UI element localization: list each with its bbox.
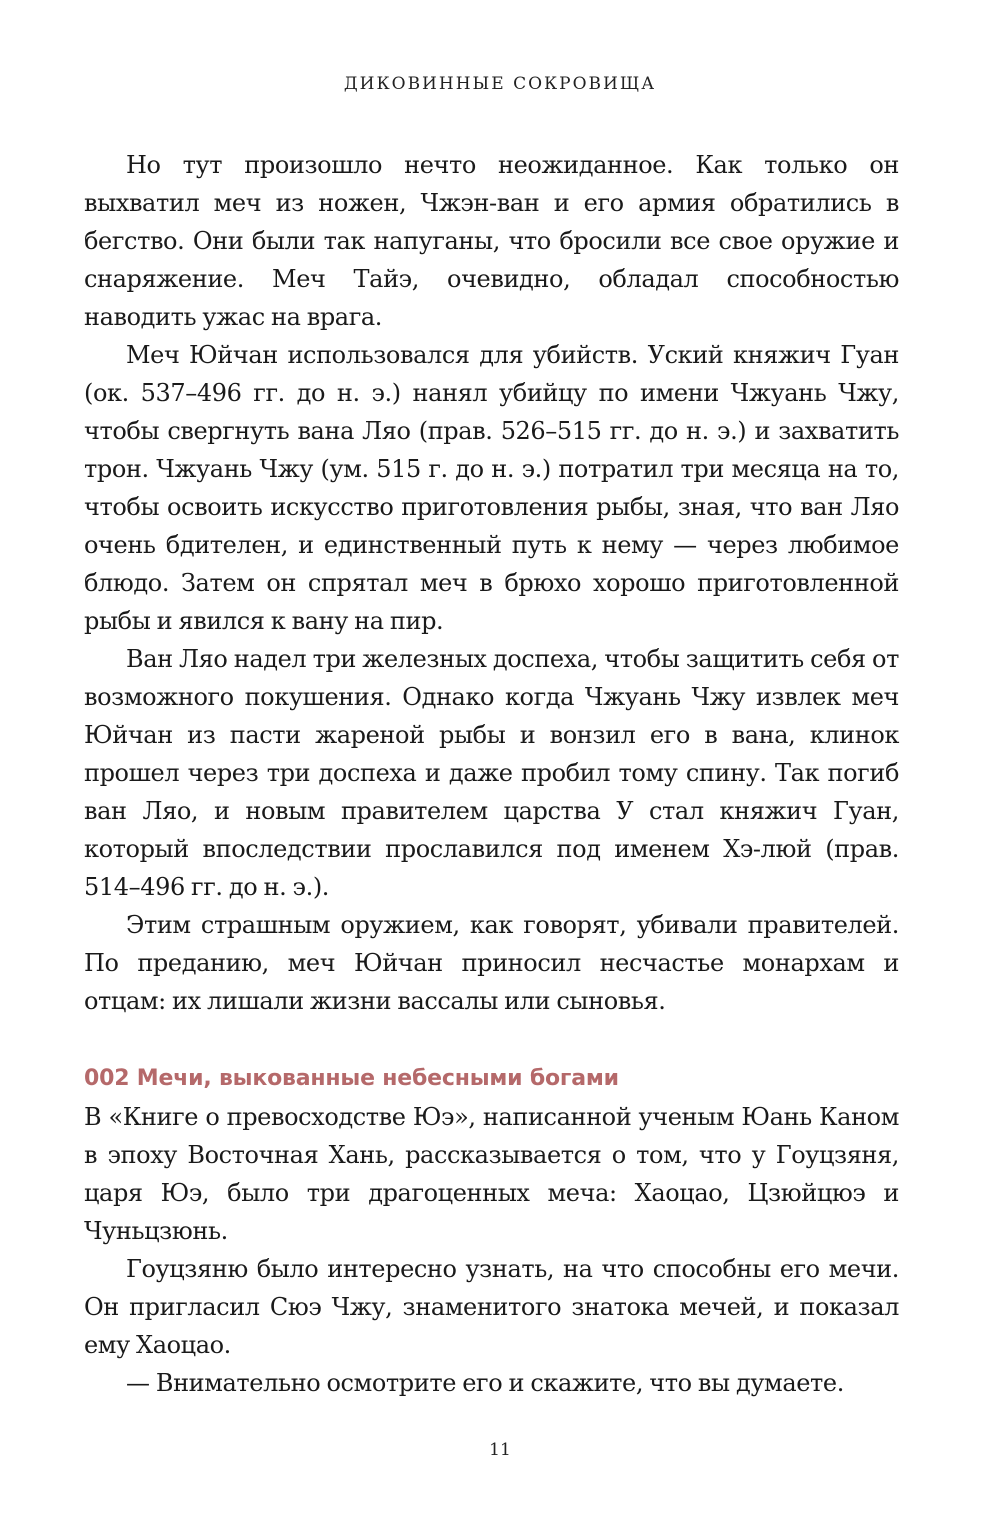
body-text [84, 146, 899, 1402]
running-head: ДИКОВИННЫЕ СОКРОВИЩА [343, 74, 657, 94]
paragraph: Этим страшным оружием, как говорят, убивали правителей. По преданию, меч Юйчан приносил несчастье монархам и отцам: их лишали жизни вассалы или сыновья. [84, 911, 899, 1015]
page-number: 11 [489, 1440, 511, 1460]
paragraph: Ван Ляо надел три железных доспеха, чтобы защитить себя от возможного покушения. Однако когда Чжуань Чжу извлек меч Юйчан из пасти жареной рыбы и вонзил его в вана, клинок прошел через три доспеха и даже пробил тому спину. Так погиб ван Ляо, и новым правителем царства У стал княжич Гуан, который впоследствии прославился под именем Хэ-люй (прав. 514–496 гг. до н. э.). [84, 645, 899, 901]
dialogue-line: — Внимательно осмотрите его и скажите, что вы думаете. [126, 1369, 844, 1397]
section-heading [84, 1060, 899, 1098]
paragraph: Гоуцзяню было интересно узнать, на что способны его мечи. Он пригласил Сюэ Чжу, знаменитого знатока мечей, и показал ему Хаоцао. [84, 1255, 899, 1359]
paragraph: Меч Юйчан использовался для убийств. Уский княжич Гуан (ок. 537–496 гг. до н. э.) нанял убийцу по имени Чжуань Чжу, чтобы свергнуть вана Ляо (прав. 526–515 гг. до н. э.) и захватить трон. Чжуань Чжу (ум. 515 г. до н. э.) потратил три месяца на то, чтобы освоить искусство приготовления рыбы, зная, что ван Ляо очень бдителен, и единственный путь к нему — через любимое блюдо. Затем он спрятал меч в брюхо хорошо приготовленной рыбы и явился к вану на пир. [84, 341, 899, 635]
paragraph: В «Книге о превосходстве Юэ», написанной ученым Юань Каном в эпоху Восточная Хань, рассказывается о том, что у Гоуцзяня, царя Юэ, было три драгоценных меча: Хаоцао, Цзюйцюэ и Чуньцзюнь. [84, 1103, 899, 1245]
section-title: Мечи, выкованные небесными богами [136, 1066, 619, 1091]
section-number: 002 [84, 1066, 130, 1091]
paragraph: Но тут произошло нечто неожиданное. Как только он выхватил меч из ножен, Чжэн-ван и его армия обратились в бегство. Они были так напуганы, что бросили все свое оружие и снаряжение. Меч Тайэ, очевидно, обладал способностью наводить ужас на врага. [84, 151, 899, 331]
